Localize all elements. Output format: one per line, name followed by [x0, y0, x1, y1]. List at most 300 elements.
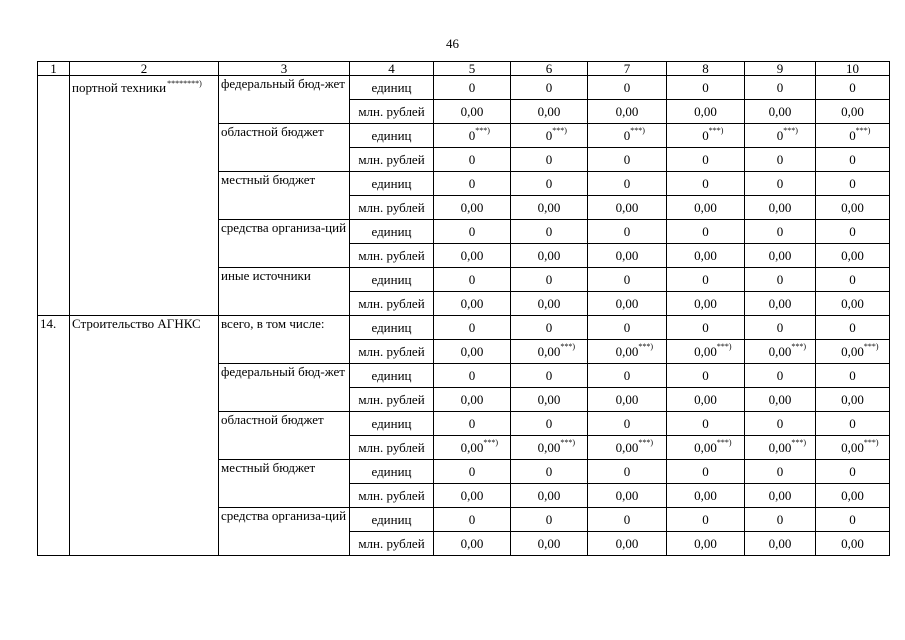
value-wrap: [702, 126, 724, 143]
value: 0: [702, 368, 709, 383]
value-cell: [434, 508, 511, 532]
value: 0,00: [460, 392, 484, 407]
value-wrap: [615, 438, 654, 455]
value-cell: [588, 76, 667, 100]
value: 0,00: [615, 296, 639, 311]
value-cell: [588, 532, 667, 556]
funding-source: иные источники: [219, 268, 350, 316]
footnote-mark: ***): [560, 438, 576, 447]
value-wrap: [624, 80, 631, 95]
footnote-mark: ***): [552, 126, 567, 135]
header-cell: 4: [350, 62, 434, 76]
value-wrap: [694, 296, 717, 311]
value-wrap: [694, 438, 732, 455]
value-wrap: [469, 416, 476, 431]
value-cell: [588, 124, 667, 148]
funding-source: всего, в том числе:: [219, 316, 350, 364]
value-wrap: [768, 342, 807, 359]
value: 0: [545, 416, 553, 431]
value-cell: [434, 76, 511, 100]
value-wrap: [616, 488, 639, 503]
value-wrap: [469, 320, 476, 335]
value-cell: [511, 292, 588, 316]
unit-cell: млн. рублей: [350, 484, 434, 508]
value: 0: [623, 368, 631, 383]
value-cell: [588, 292, 667, 316]
value-cell: [588, 148, 667, 172]
value: 0: [468, 176, 476, 191]
value-wrap: [468, 126, 490, 143]
value-wrap: [777, 272, 784, 287]
header-cell: 1: [38, 62, 70, 76]
value: 0: [776, 512, 784, 527]
value-cell: [511, 340, 588, 364]
value: 0,00: [537, 440, 561, 455]
value: 0,00: [537, 248, 561, 263]
value-wrap: [616, 392, 639, 407]
value: 0: [849, 272, 856, 287]
value: 0: [468, 80, 476, 95]
value-cell: [511, 484, 588, 508]
value-cell: [745, 484, 816, 508]
value-wrap: [546, 416, 553, 431]
value-cell: [745, 340, 816, 364]
value: 0,00: [841, 440, 864, 455]
value-wrap: [769, 248, 792, 263]
value: 0: [776, 416, 784, 431]
value: 0,00: [768, 296, 792, 311]
value: 0,00: [460, 488, 484, 503]
unit-cell: млн. рублей: [350, 292, 434, 316]
value-cell: [667, 172, 745, 196]
value-wrap: [777, 176, 784, 191]
value-cell: [816, 412, 890, 436]
value-cell: [588, 412, 667, 436]
value: 0: [545, 80, 553, 95]
funding-source: областной бюджет: [219, 124, 350, 172]
value: 0: [468, 416, 476, 431]
value-wrap: [538, 296, 561, 311]
value-cell: [511, 124, 588, 148]
value: 0,00: [615, 488, 639, 503]
value-wrap: [694, 536, 717, 551]
value-cell: [745, 460, 816, 484]
budget-table: [37, 61, 890, 556]
value-cell: [511, 412, 588, 436]
header-cell: 8: [667, 62, 745, 76]
value-cell: [745, 412, 816, 436]
funding-source: федеральный бюд-жет: [219, 76, 350, 124]
value-wrap: [461, 344, 484, 359]
value: 0: [849, 224, 856, 239]
funding-source: областной бюджет: [219, 412, 350, 460]
value: 0,00: [841, 392, 864, 407]
value-wrap: [702, 416, 709, 431]
value-wrap: [545, 126, 567, 143]
unit-cell: единиц: [350, 508, 434, 532]
value-cell: [434, 532, 511, 556]
value: 0: [849, 80, 856, 95]
value: 0: [623, 416, 631, 431]
value-cell: [816, 220, 890, 244]
value: 0: [702, 512, 709, 527]
value-wrap: [624, 368, 631, 383]
value-cell: [667, 532, 745, 556]
value-wrap: [841, 200, 864, 215]
value: 0,00: [537, 200, 561, 215]
value: 0: [468, 152, 476, 167]
value-cell: [511, 244, 588, 268]
value: 0,00: [460, 344, 484, 359]
value: 0,00: [768, 104, 792, 119]
value-cell: [667, 100, 745, 124]
value-cell: [667, 220, 745, 244]
value-wrap: [624, 416, 631, 431]
value-wrap: [769, 296, 792, 311]
value-wrap: [849, 126, 871, 143]
value-wrap: [777, 464, 784, 479]
value: 0: [849, 176, 856, 191]
table-row: [38, 76, 890, 100]
unit-cell: единиц: [350, 76, 434, 100]
value: 0: [545, 176, 553, 191]
value-wrap: [461, 536, 484, 551]
value-cell: [667, 124, 745, 148]
value-cell: [745, 316, 816, 340]
value-wrap: [702, 176, 709, 191]
value-wrap: [469, 176, 476, 191]
value-cell: [745, 196, 816, 220]
value-wrap: [538, 536, 561, 551]
footnote-mark: ***): [638, 438, 654, 447]
value-cell: [434, 244, 511, 268]
value-cell: [511, 316, 588, 340]
value: 0,00: [841, 296, 864, 311]
value: 0,00: [694, 536, 717, 551]
value-cell: [434, 220, 511, 244]
value: 0,00: [615, 344, 639, 359]
value-wrap: [624, 224, 631, 239]
value-cell: [816, 100, 890, 124]
value-cell: [434, 460, 511, 484]
value: 0,00: [694, 200, 717, 215]
value: 0: [468, 320, 476, 335]
value-cell: [745, 244, 816, 268]
value-wrap: [546, 320, 553, 335]
funding-source: средства организа-ций: [219, 220, 350, 268]
value-wrap: [461, 392, 484, 407]
value-cell: [511, 172, 588, 196]
value-cell: [667, 244, 745, 268]
value-cell: [816, 388, 890, 412]
value: 0: [623, 224, 631, 239]
value: 0: [849, 368, 856, 383]
value: 0: [545, 512, 553, 527]
value-wrap: [616, 536, 639, 551]
value: 0: [702, 80, 709, 95]
value-wrap: [616, 248, 639, 263]
value: 0: [545, 368, 553, 383]
value-wrap: [777, 512, 784, 527]
value-wrap: [769, 200, 792, 215]
item-name-cell: [70, 316, 219, 556]
value-wrap: [841, 342, 879, 359]
table-row: [38, 316, 890, 340]
value-cell: [745, 364, 816, 388]
page-number: 46: [446, 36, 459, 51]
value-wrap: [538, 392, 561, 407]
value-cell: [745, 268, 816, 292]
value-wrap: [469, 464, 476, 479]
value-wrap: [777, 320, 784, 335]
value-cell: [588, 244, 667, 268]
value-cell: [588, 508, 667, 532]
value-wrap: [537, 438, 576, 455]
value: 0: [849, 416, 856, 431]
value-cell: [816, 436, 890, 460]
item-name: Строительство АГНКС: [72, 316, 201, 331]
value-wrap: [469, 80, 476, 95]
value-cell: [667, 148, 745, 172]
unit-cell: единиц: [350, 172, 434, 196]
value-wrap: [461, 488, 484, 503]
value-wrap: [624, 152, 631, 167]
value-wrap: [777, 80, 784, 95]
value: 0: [776, 272, 784, 287]
value-wrap: [461, 296, 484, 311]
value-wrap: [777, 368, 784, 383]
unit-cell: единиц: [350, 460, 434, 484]
value-wrap: [694, 488, 717, 503]
value: 0,00: [841, 104, 864, 119]
value: 0: [702, 272, 709, 287]
value: 0,00: [841, 248, 864, 263]
value-wrap: [849, 272, 856, 287]
value-wrap: [702, 320, 709, 335]
value: 0,00: [460, 440, 484, 455]
value: 0: [545, 464, 553, 479]
value-cell: [511, 388, 588, 412]
footnote-mark: ***): [855, 126, 871, 135]
value: 0: [545, 272, 553, 287]
value: 0: [623, 128, 631, 143]
value-cell: [745, 172, 816, 196]
value-wrap: [702, 80, 709, 95]
unit-cell: единиц: [350, 220, 434, 244]
value-cell: [588, 460, 667, 484]
value: 0: [776, 320, 784, 335]
value: 0: [849, 128, 856, 143]
value-cell: [511, 196, 588, 220]
value: 0,00: [537, 392, 561, 407]
value-wrap: [624, 272, 631, 287]
value-cell: [434, 436, 511, 460]
value-wrap: [841, 536, 864, 551]
value-cell: [667, 484, 745, 508]
header-cell: 10: [816, 62, 890, 76]
value: 0: [776, 368, 784, 383]
value-wrap: [841, 438, 879, 455]
value-cell: [588, 316, 667, 340]
value: 0: [468, 512, 476, 527]
footnote-mark: ***): [783, 126, 798, 135]
footnote-mark: ***): [863, 342, 879, 351]
value-cell: [434, 292, 511, 316]
value-wrap: [546, 176, 553, 191]
item-number: 14.: [38, 316, 70, 556]
value: 0: [545, 320, 553, 335]
value: 0,00: [615, 440, 639, 455]
value-cell: [434, 124, 511, 148]
item-number: [38, 76, 70, 316]
value-wrap: [538, 200, 561, 215]
unit-cell: млн. рублей: [350, 436, 434, 460]
value-cell: [816, 532, 890, 556]
value: 0,00: [694, 248, 717, 263]
value-cell: [745, 220, 816, 244]
value-cell: [816, 268, 890, 292]
value-wrap: [546, 224, 553, 239]
value: 0,00: [841, 536, 864, 551]
value: 0: [623, 152, 631, 167]
value-cell: [745, 148, 816, 172]
value-wrap: [849, 80, 856, 95]
value: 0: [776, 176, 784, 191]
value-wrap: [623, 126, 645, 143]
value-wrap: [546, 272, 553, 287]
value-cell: [588, 172, 667, 196]
value-cell: [667, 364, 745, 388]
value-wrap: [841, 488, 864, 503]
footnote-mark: ***): [638, 342, 654, 351]
funding-source: средства организа-ций: [219, 508, 350, 556]
value-wrap: [777, 416, 784, 431]
value-wrap: [841, 392, 864, 407]
value-wrap: [849, 176, 856, 191]
value: 0,00: [768, 200, 792, 215]
value: 0,00: [841, 344, 864, 359]
value: 0: [702, 320, 709, 335]
value-cell: [816, 340, 890, 364]
value-cell: [745, 436, 816, 460]
value-wrap: [769, 392, 792, 407]
value: 0: [623, 464, 631, 479]
unit-cell: млн. рублей: [350, 148, 434, 172]
value-cell: [434, 172, 511, 196]
value-cell: [667, 460, 745, 484]
value: 0,00: [768, 488, 792, 503]
value-wrap: [694, 248, 717, 263]
value: 0,00: [694, 440, 717, 455]
footnote-mark: ***): [791, 438, 807, 447]
value-wrap: [849, 320, 856, 335]
value: 0: [849, 464, 856, 479]
footnote-mark: ***): [716, 342, 732, 351]
value-wrap: [616, 104, 639, 119]
value-cell: [588, 436, 667, 460]
value: 0,00: [460, 200, 484, 215]
value-wrap: [624, 464, 631, 479]
value-wrap: [849, 152, 856, 167]
unit-cell: млн. рублей: [350, 388, 434, 412]
value-wrap: [546, 80, 553, 95]
unit-cell: млн. рублей: [350, 532, 434, 556]
value-cell: [745, 388, 816, 412]
value-wrap: [538, 248, 561, 263]
value-wrap: [841, 104, 864, 119]
unit-cell: единиц: [350, 316, 434, 340]
value-cell: [434, 100, 511, 124]
value-cell: [816, 316, 890, 340]
value-wrap: [769, 104, 792, 119]
value-cell: [816, 508, 890, 532]
value-cell: [816, 124, 890, 148]
value-cell: [816, 364, 890, 388]
value-wrap: [702, 272, 709, 287]
value-wrap: [546, 368, 553, 383]
unit-cell: млн. рублей: [350, 100, 434, 124]
value: 0,00: [537, 296, 561, 311]
value-wrap: [849, 464, 856, 479]
footnote-mark: ***): [560, 342, 576, 351]
value-wrap: [768, 438, 807, 455]
value-cell: [511, 460, 588, 484]
unit-cell: единиц: [350, 268, 434, 292]
value: 0: [702, 416, 709, 431]
value-cell: [745, 508, 816, 532]
value-wrap: [460, 438, 499, 455]
value-wrap: [694, 104, 717, 119]
value-wrap: [469, 224, 476, 239]
footnote-mark: ***): [863, 438, 879, 447]
value: 0: [776, 128, 784, 143]
value-wrap: [702, 224, 709, 239]
value: 0,00: [460, 536, 484, 551]
value: 0,00: [768, 392, 792, 407]
value-wrap: [538, 104, 561, 119]
value-cell: [745, 532, 816, 556]
value: 0,00: [460, 296, 484, 311]
value: 0,00: [615, 104, 639, 119]
value: 0: [776, 224, 784, 239]
value: 0: [468, 464, 476, 479]
unit-cell: млн. рублей: [350, 196, 434, 220]
value-wrap: [702, 152, 709, 167]
value-cell: [667, 196, 745, 220]
value-wrap: [546, 152, 553, 167]
value-wrap: [769, 488, 792, 503]
value-cell: [816, 484, 890, 508]
value-wrap: [849, 224, 856, 239]
footnote-mark: ***): [475, 126, 490, 135]
unit-cell: млн. рублей: [350, 244, 434, 268]
value-wrap: [616, 200, 639, 215]
value: 0,00: [694, 296, 717, 311]
value: 0: [776, 80, 784, 95]
value: 0,00: [694, 104, 717, 119]
funding-source: местный бюджет: [219, 172, 350, 220]
value: 0: [702, 128, 709, 143]
value: 0: [623, 512, 631, 527]
value-cell: [434, 268, 511, 292]
value-wrap: [849, 416, 856, 431]
value-cell: [434, 196, 511, 220]
value: 0,00: [768, 440, 792, 455]
value-cell: [434, 484, 511, 508]
unit-cell: единиц: [350, 412, 434, 436]
value: 0,00: [694, 344, 717, 359]
value-cell: [511, 508, 588, 532]
